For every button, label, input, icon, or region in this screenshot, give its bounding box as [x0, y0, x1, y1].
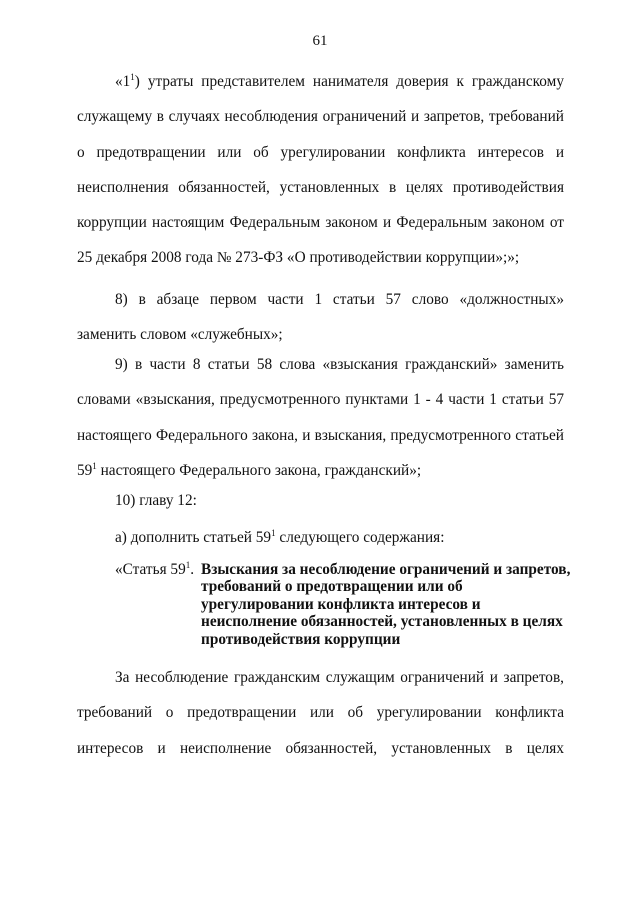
- p9-before-sup: 9) в части 8 статьи 58 слова «взыскания гражданский» заменить словами «взыскания, предусмотренного пунктами 1 - 4 части 1 статьи 57 настоящего Федерального закона, и взыскания, предусмотренного статьей 59: [77, 356, 564, 479]
- p9-sup: 1: [92, 460, 97, 471]
- p1-close: ): [134, 73, 140, 90]
- pa-before-sup: а) дополнить статьей 59: [115, 529, 272, 546]
- article-label: [115, 561, 194, 579]
- p1-text: утраты представителем нанимателя доверия к гражданскому служащему в случаях несоблюдения ограничений и запретов, требований о предотвращении или об урегулировании конфликта интересов и неисполнения обязанностей, установленных в целях противодействия коррупции настоящим Федеральным законом и Федеральным законом от 25 декабря 2008 года № 273-ФЗ «О противодействии коррупции»;»;: [77, 73, 564, 267]
- paragraph-1-1: [77, 64, 564, 276]
- article-label-text: «Статья 59: [115, 561, 186, 578]
- paragraph-10: 10) главу 12:: [115, 492, 197, 509]
- p1-open: «1: [115, 73, 131, 90]
- paragraph-last: За несоблюдение гражданским служащим ограничений и запретов, требований о предотвращении или об урегулировании конфликта интересов и неисполнение обязанностей, установленных в целях: [77, 669, 564, 757]
- pa-after-sup: следующего содержания:: [275, 529, 445, 546]
- paragraph-9: [77, 347, 564, 488]
- paragraph-8: 8) в абзаце первом части 1 статьи 57 слово «должностных» заменить словом «служебных»;: [77, 291, 564, 344]
- pa-sup: 1: [271, 528, 276, 538]
- p9-after-sup: настоящего Федерального закона, гражданский»;: [96, 461, 422, 479]
- article-title: Взыскания за несоблюдение ограничений и запретов, требований о предотвращении или об урегулировании конфликта интересов и неисполнение обязанностей, установленных в целях противодействия коррупции: [201, 561, 571, 648]
- article-label-sup: 1: [185, 560, 191, 570]
- article-label-dot: .: [190, 561, 195, 578]
- paragraph-a: [77, 520, 564, 555]
- page-number: 61: [312, 33, 328, 49]
- p1-sup: 1: [130, 72, 135, 82]
